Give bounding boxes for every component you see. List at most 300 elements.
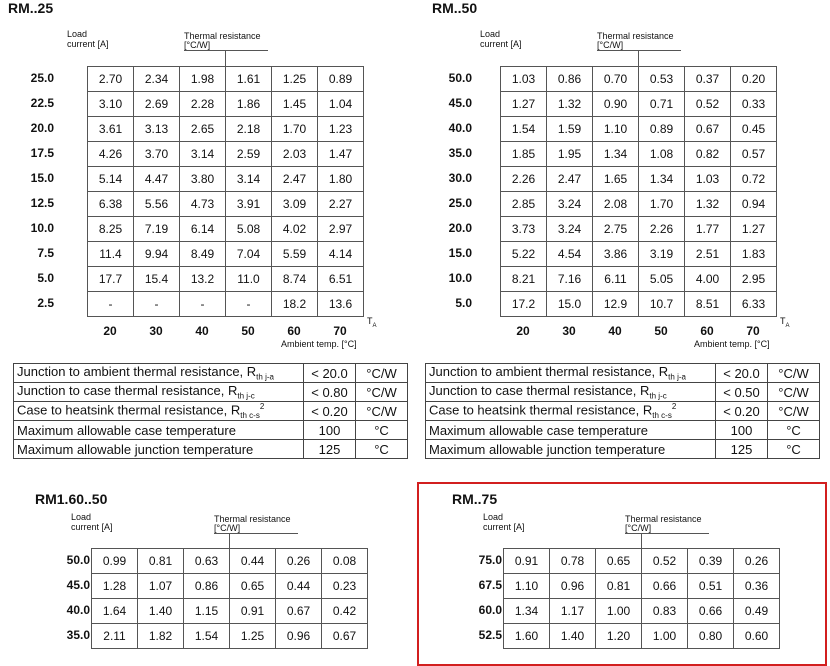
table-cell: 3.14: [226, 167, 272, 192]
load-unit-label: current [A]: [483, 522, 525, 532]
spec-superscript: 2: [259, 402, 265, 412]
ambient-temp-label: 60: [700, 324, 714, 338]
table-cell: 0.51: [688, 574, 734, 599]
table-cell: 1.08: [639, 142, 685, 167]
table-row: [501, 142, 777, 167]
load-label: Load: [67, 29, 88, 39]
load-current-label: 10.0: [448, 271, 472, 285]
spec-label-text: Maximum allowable case temperature: [17, 422, 236, 438]
ta-subscript: A: [785, 322, 790, 329]
table-cell: 8.74: [272, 267, 318, 292]
spec-label-text: Junction to case thermal resistance, R: [17, 383, 238, 399]
ambient-temp-label: 20: [103, 324, 117, 338]
table-cell: 2.69: [134, 92, 180, 117]
spec-unit: °C: [356, 440, 408, 459]
table-cell: 1.54: [184, 624, 230, 649]
table-cell: 2.47: [547, 167, 593, 192]
load-current-label: 25.0: [448, 196, 472, 210]
ambient-temp-axis-label: Ambient temp. [°C]: [281, 339, 357, 349]
table-cell: 1.59: [547, 117, 593, 142]
spec-row: [14, 421, 408, 440]
spec-unit: °C/W: [768, 402, 820, 421]
table-cell: 0.89: [318, 67, 364, 92]
table-cell: 6.11: [593, 267, 639, 292]
load-current-label: 15.0: [448, 246, 472, 260]
table-cell: 1.32: [685, 192, 731, 217]
specification-table: [13, 363, 408, 459]
table-cell: 0.44: [230, 549, 276, 574]
load-current-label: 5.0: [455, 296, 472, 310]
table-cell: 2.65: [180, 117, 226, 142]
load-current-label: 20.0: [30, 121, 54, 135]
table-cell: 2.26: [639, 217, 685, 242]
ambient-temp-label: 50: [241, 324, 255, 338]
load-current-label: 35.0: [448, 146, 472, 160]
table-cell: 2.95: [731, 267, 777, 292]
table-cell: 2.03: [272, 142, 318, 167]
table-row: [501, 192, 777, 217]
table-cell: 5.05: [639, 267, 685, 292]
thermal-leader-tick: [638, 50, 639, 66]
table-cell: 3.91: [226, 192, 272, 217]
table-cell: 0.53: [639, 67, 685, 92]
spec-unit: °C/W: [768, 383, 820, 402]
table-cell: 1.82: [138, 624, 184, 649]
table-cell: 1.77: [685, 217, 731, 242]
spec-label-text: Junction to ambient thermal resistance, R: [429, 364, 669, 380]
table-row: [92, 599, 368, 624]
table-cell: 15.4: [134, 267, 180, 292]
table-cell: 8.21: [501, 267, 547, 292]
spec-subscript: th c-s: [240, 410, 260, 420]
table-cell: 0.81: [596, 574, 642, 599]
table-cell: 0.37: [685, 67, 731, 92]
thermal-unit-label: [°C/W]: [625, 523, 652, 533]
table-cell: 6.51: [318, 267, 364, 292]
table-cell: 3.24: [547, 217, 593, 242]
table-cell: 0.65: [596, 549, 642, 574]
table-cell: 1.34: [593, 142, 639, 167]
table-cell: 3.13: [134, 117, 180, 142]
table-cell: 3.14: [180, 142, 226, 167]
table-row: [88, 217, 364, 242]
load-current-label: 22.5: [30, 96, 54, 110]
table-cell: 10.7: [639, 292, 685, 317]
load-current-label: 25.0: [30, 71, 54, 85]
table-row: [88, 92, 364, 117]
table-cell: 1.03: [685, 167, 731, 192]
table-row: [88, 167, 364, 192]
table-cell: 5.59: [272, 242, 318, 267]
table-cell: 0.78: [550, 549, 596, 574]
table-cell: 0.82: [685, 142, 731, 167]
table-cell: 6.38: [88, 192, 134, 217]
table-row: [88, 292, 364, 317]
thermal-label: Thermal resistance: [214, 514, 291, 524]
table-cell: 4.14: [318, 242, 364, 267]
table-row: [501, 67, 777, 92]
ambient-temp-label: 20: [516, 324, 530, 338]
ambient-temp-label: 30: [149, 324, 163, 338]
table-cell: 17.2: [501, 292, 547, 317]
spec-subscript: th j-a: [668, 372, 686, 382]
load-current-label: 40.0: [66, 603, 90, 617]
table-cell: 1.00: [596, 599, 642, 624]
table-cell: -: [88, 292, 134, 317]
thermal-resistance-table: [91, 548, 368, 649]
spec-row: [426, 383, 820, 402]
table-cell: 1.27: [731, 217, 777, 242]
table-cell: 1.27: [501, 92, 547, 117]
table-cell: 3.19: [639, 242, 685, 267]
spec-label-text: Junction to case thermal resistance, R: [429, 383, 650, 399]
load-current-label: 7.5: [37, 246, 54, 260]
thermal-resistance-table: [87, 66, 364, 317]
table-cell: 0.49: [734, 599, 780, 624]
table-row: [88, 117, 364, 142]
table-cell: 7.16: [547, 267, 593, 292]
table-cell: 2.97: [318, 217, 364, 242]
ambient-temp-label: 40: [608, 324, 622, 338]
table-cell: 7.19: [134, 217, 180, 242]
table-cell: 2.18: [226, 117, 272, 142]
table-cell: 1.20: [596, 624, 642, 649]
panel-title: RM..75: [452, 491, 498, 507]
table-cell: 4.26: [88, 142, 134, 167]
thermal-leader-line: [597, 50, 681, 51]
table-cell: 1.95: [547, 142, 593, 167]
spec-label: [426, 383, 716, 402]
ambient-temp-label: 50: [654, 324, 668, 338]
spec-value: 125: [304, 440, 356, 459]
table-cell: 1.04: [318, 92, 364, 117]
table-cell: 1.83: [731, 242, 777, 267]
table-cell: 0.67: [276, 599, 322, 624]
table-row: [88, 192, 364, 217]
table-row: [501, 242, 777, 267]
thermal-leader-tick: [229, 533, 230, 548]
spec-label: [14, 402, 304, 421]
load-current-label: 17.5: [30, 146, 54, 160]
table-cell: 0.86: [184, 574, 230, 599]
table-cell: 2.26: [501, 167, 547, 192]
spec-label: [14, 383, 304, 402]
table-cell: 0.71: [639, 92, 685, 117]
table-cell: 0.42: [322, 599, 368, 624]
spec-row: [426, 364, 820, 383]
spec-value: 100: [716, 421, 768, 440]
table-cell: 2.47: [272, 167, 318, 192]
table-cell: 1.64: [92, 599, 138, 624]
table-cell: 17.7: [88, 267, 134, 292]
table-cell: 5.56: [134, 192, 180, 217]
table-cell: 0.26: [734, 549, 780, 574]
table-cell: 0.39: [688, 549, 734, 574]
table-cell: 1.32: [547, 92, 593, 117]
spec-label: [426, 440, 716, 459]
load-current-label: 60.0: [478, 603, 502, 617]
table-cell: 12.9: [593, 292, 639, 317]
load-current-label: 20.0: [448, 221, 472, 235]
spec-subscript: th j-c: [237, 391, 255, 401]
spec-row: [14, 364, 408, 383]
load-unit-label: current [A]: [480, 39, 522, 49]
table-cell: 3.73: [501, 217, 547, 242]
table-cell: 0.44: [276, 574, 322, 599]
table-cell: 3.70: [134, 142, 180, 167]
spec-unit: °C/W: [356, 364, 408, 383]
ta-symbol: T: [780, 316, 786, 326]
table-cell: 1.25: [230, 624, 276, 649]
load-current-label: 52.5: [478, 628, 502, 642]
table-cell: 0.99: [92, 549, 138, 574]
highlight-box: [417, 482, 827, 666]
spec-unit: °C/W: [356, 402, 408, 421]
load-current-label: 45.0: [448, 96, 472, 110]
ambient-temp-axis-label: Ambient temp. [°C]: [694, 339, 770, 349]
table-row: [501, 117, 777, 142]
thermal-label: Thermal resistance: [625, 514, 702, 524]
spec-label: [14, 440, 304, 459]
table-row: [501, 167, 777, 192]
spec-subscript: th j-a: [256, 372, 274, 382]
ta-label: [780, 316, 790, 329]
spec-value: < 0.80: [304, 383, 356, 402]
load-label: Load: [480, 29, 501, 39]
table-cell: 0.67: [322, 624, 368, 649]
table-cell: 8.25: [88, 217, 134, 242]
table-cell: 13.6: [318, 292, 364, 317]
table-cell: 1.98: [180, 67, 226, 92]
table-cell: 1.70: [272, 117, 318, 142]
spec-label: [14, 364, 304, 383]
load-current-label: 2.5: [37, 296, 54, 310]
table-row: [88, 142, 364, 167]
table-cell: 5.22: [501, 242, 547, 267]
load-label: Load: [71, 512, 92, 522]
table-cell: 1.23: [318, 117, 364, 142]
spec-label: [426, 402, 716, 421]
table-cell: 6.33: [731, 292, 777, 317]
table-cell: 0.63: [184, 549, 230, 574]
table-row: [92, 549, 368, 574]
table-cell: 4.54: [547, 242, 593, 267]
spec-label-text: Case to heatsink thermal resistance, R: [17, 402, 241, 418]
table-cell: 2.34: [134, 67, 180, 92]
load-current-label: 10.0: [30, 221, 54, 235]
spec-label-text: Junction to ambient thermal resistance, R: [17, 364, 257, 380]
table-cell: 2.08: [593, 192, 639, 217]
thermal-label: Thermal resistance: [184, 31, 261, 41]
spec-label-text: Case to heatsink thermal resistance, R: [429, 402, 653, 418]
panel-title: RM..25: [8, 0, 54, 16]
table-cell: 1.03: [501, 67, 547, 92]
thermal-label: Thermal resistance: [597, 31, 674, 41]
ambient-temp-label: 60: [287, 324, 301, 338]
load-unit-label: current [A]: [67, 39, 109, 49]
load-current-label: 35.0: [66, 628, 90, 642]
table-cell: 2.85: [501, 192, 547, 217]
load-current-label: 40.0: [448, 121, 472, 135]
table-cell: 0.72: [731, 167, 777, 192]
table-cell: 2.51: [685, 242, 731, 267]
table-cell: 0.33: [731, 92, 777, 117]
table-cell: 3.86: [593, 242, 639, 267]
table-cell: 1.80: [318, 167, 364, 192]
ambient-temp-label: 70: [746, 324, 760, 338]
table-cell: 0.96: [276, 624, 322, 649]
table-cell: 0.23: [322, 574, 368, 599]
table-cell: 0.81: [138, 549, 184, 574]
table-cell: 2.70: [88, 67, 134, 92]
table-cell: 0.66: [642, 574, 688, 599]
table-cell: 1.17: [550, 599, 596, 624]
table-cell: 0.94: [731, 192, 777, 217]
table-cell: 0.60: [734, 624, 780, 649]
table-cell: 0.70: [593, 67, 639, 92]
ta-label: [367, 316, 377, 329]
table-cell: 0.96: [550, 574, 596, 599]
table-cell: 0.36: [734, 574, 780, 599]
table-cell: 0.91: [504, 549, 550, 574]
table-cell: 0.20: [731, 67, 777, 92]
table-cell: 1.61: [226, 67, 272, 92]
table-cell: 1.40: [550, 624, 596, 649]
load-current-label: 5.0: [37, 271, 54, 285]
table-row: [88, 242, 364, 267]
table-cell: 4.73: [180, 192, 226, 217]
table-row: [92, 624, 368, 649]
table-cell: 3.80: [180, 167, 226, 192]
table-cell: 3.61: [88, 117, 134, 142]
table-row: [501, 92, 777, 117]
spec-value: < 0.20: [304, 402, 356, 421]
table-cell: 1.70: [639, 192, 685, 217]
spec-unit: °C: [356, 421, 408, 440]
table-cell: 11.0: [226, 267, 272, 292]
table-row: [501, 292, 777, 317]
thermal-leader-line: [184, 50, 268, 51]
load-current-label: 12.5: [30, 196, 54, 210]
load-current-label: 75.0: [478, 553, 502, 567]
table-cell: 1.25: [272, 67, 318, 92]
table-cell: 5.08: [226, 217, 272, 242]
panel-title: RM..50: [432, 0, 478, 16]
spec-label-text: Maximum allowable case temperature: [429, 422, 648, 438]
table-row: [88, 267, 364, 292]
spec-subscript: th j-c: [649, 391, 667, 401]
table-cell: 0.90: [593, 92, 639, 117]
ambient-temp-label: 40: [195, 324, 209, 338]
spec-unit: °C/W: [356, 383, 408, 402]
table-row: [88, 67, 364, 92]
table-cell: -: [134, 292, 180, 317]
table-cell: 4.02: [272, 217, 318, 242]
table-cell: 4.00: [685, 267, 731, 292]
table-cell: 1.40: [138, 599, 184, 624]
table-cell: 0.80: [688, 624, 734, 649]
table-row: [92, 574, 368, 599]
table-cell: 1.47: [318, 142, 364, 167]
table-cell: 0.08: [322, 549, 368, 574]
table-cell: 2.28: [180, 92, 226, 117]
thermal-unit-label: [°C/W]: [597, 40, 624, 50]
spec-value: 100: [304, 421, 356, 440]
load-current-label: 30.0: [448, 171, 472, 185]
table-cell: 2.27: [318, 192, 364, 217]
table-cell: 1.00: [642, 624, 688, 649]
table-cell: 1.65: [593, 167, 639, 192]
load-current-label: 50.0: [66, 553, 90, 567]
thermal-unit-label: [°C/W]: [184, 40, 211, 50]
table-cell: 2.75: [593, 217, 639, 242]
table-cell: 3.09: [272, 192, 318, 217]
table-cell: -: [226, 292, 272, 317]
table-cell: 9.94: [134, 242, 180, 267]
table-row: [501, 217, 777, 242]
load-label: Load: [483, 512, 504, 522]
table-cell: 0.45: [731, 117, 777, 142]
ta-symbol: T: [367, 316, 373, 326]
spec-unit: °C: [768, 440, 820, 459]
table-cell: 1.85: [501, 142, 547, 167]
spec-row: [426, 440, 820, 459]
table-cell: 0.66: [688, 599, 734, 624]
spec-row: [426, 421, 820, 440]
table-row: [501, 267, 777, 292]
thermal-leader-tick: [225, 50, 226, 66]
table-cell: 0.67: [685, 117, 731, 142]
table-cell: 1.86: [226, 92, 272, 117]
table-cell: 2.59: [226, 142, 272, 167]
spec-row: [14, 402, 408, 421]
table-cell: 8.49: [180, 242, 226, 267]
spec-value: < 20.0: [304, 364, 356, 383]
table-cell: 1.34: [504, 599, 550, 624]
table-cell: 0.89: [639, 117, 685, 142]
table-cell: 1.10: [593, 117, 639, 142]
table-cell: 3.24: [547, 192, 593, 217]
table-cell: 1.15: [184, 599, 230, 624]
table-cell: 0.52: [685, 92, 731, 117]
load-current-label: 15.0: [30, 171, 54, 185]
ta-subscript: A: [372, 322, 377, 329]
spec-superscript: 2: [671, 402, 677, 412]
table-cell: 15.0: [547, 292, 593, 317]
ambient-temp-label: 70: [333, 324, 347, 338]
load-current-label: 67.5: [478, 578, 502, 592]
spec-label-text: Maximum allowable junction temperature: [429, 441, 666, 457]
spec-label: [426, 364, 716, 383]
thermal-resistance-table: [500, 66, 777, 317]
table-cell: 0.91: [230, 599, 276, 624]
ambient-temp-label: 30: [562, 324, 576, 338]
table-cell: 6.14: [180, 217, 226, 242]
spec-label-text: Maximum allowable junction temperature: [17, 441, 254, 457]
table-cell: 3.10: [88, 92, 134, 117]
spec-value: < 20.0: [716, 364, 768, 383]
spec-subscript: th c-s: [652, 410, 672, 420]
thermal-leader-line: [214, 533, 298, 534]
table-cell: 2.11: [92, 624, 138, 649]
specification-table: [425, 363, 820, 459]
spec-value: 125: [716, 440, 768, 459]
spec-label: [426, 421, 716, 440]
table-cell: 0.26: [276, 549, 322, 574]
table-cell: 8.51: [685, 292, 731, 317]
table-cell: 0.86: [547, 67, 593, 92]
table-cell: 7.04: [226, 242, 272, 267]
